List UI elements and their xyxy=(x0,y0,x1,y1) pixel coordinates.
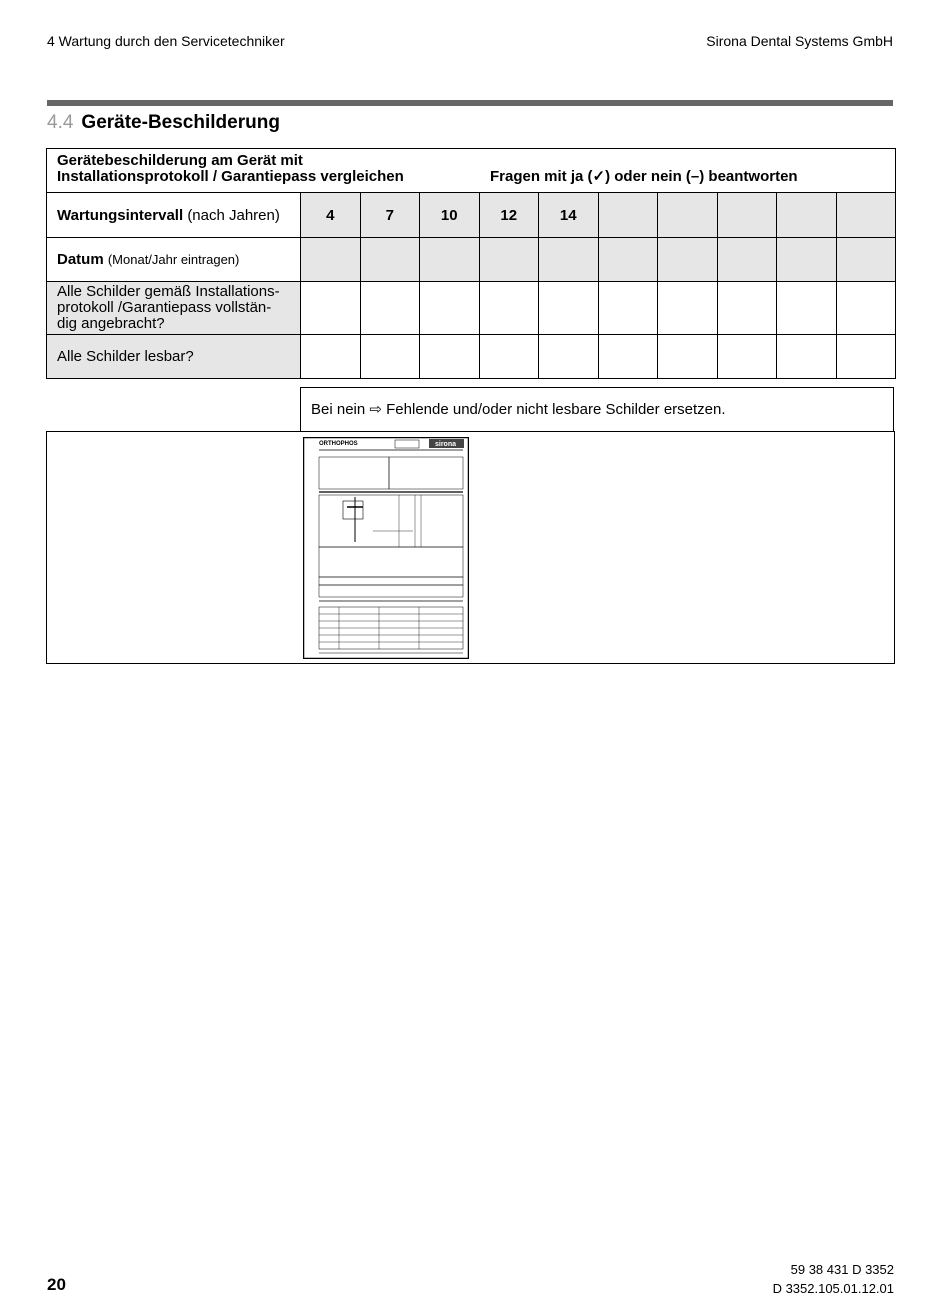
answer-cell[interactable] xyxy=(479,335,539,379)
interval-cell xyxy=(717,193,777,238)
labels-complete-question: Alle Schilder gemäß Installations-protokoll /Garantiepass vollstän-dig angebracht? xyxy=(47,282,301,335)
note-prefix: Bei nein xyxy=(311,401,366,418)
answer-cell[interactable] xyxy=(658,335,718,379)
date-label-cell xyxy=(47,238,301,282)
answer-cell[interactable] xyxy=(420,282,480,335)
interval-cell xyxy=(658,193,718,238)
chapter-header: 4 Wartung durch den Servicetechniker xyxy=(47,33,285,49)
date-input-cell[interactable] xyxy=(836,238,896,282)
date-input-cell[interactable] xyxy=(777,238,837,282)
form-brand-logo: sirona xyxy=(435,441,457,448)
answer-cell[interactable] xyxy=(717,282,777,335)
date-input-cell[interactable] xyxy=(598,238,658,282)
section-number: 4.4 xyxy=(47,112,74,133)
answer-cell[interactable] xyxy=(539,335,599,379)
date-input-cell[interactable] xyxy=(420,238,480,282)
labels-readable-question: Alle Schilder lesbar? xyxy=(47,335,301,379)
company-header: Sirona Dental Systems GmbH xyxy=(706,33,893,49)
labels-readable-row xyxy=(47,335,896,379)
section-rule xyxy=(47,100,893,106)
header-line1: Gerätebeschilderung am Gerät mit xyxy=(57,152,303,169)
date-input-cell[interactable] xyxy=(717,238,777,282)
interval-cell xyxy=(836,193,896,238)
date-input-cell[interactable] xyxy=(658,238,718,282)
answer-cell[interactable] xyxy=(598,282,658,335)
table-header-cell xyxy=(47,149,896,193)
labels-complete-row xyxy=(47,282,896,335)
interval-row xyxy=(47,193,896,238)
interval-cell xyxy=(777,193,837,238)
note-box xyxy=(300,387,894,431)
header-line2: Installationsprotokoll / Garantiepass vergleichen xyxy=(57,168,404,185)
answer-cell[interactable] xyxy=(301,335,361,379)
date-input-cell[interactable] xyxy=(539,238,599,282)
table-header-row xyxy=(47,149,896,193)
answer-cell[interactable] xyxy=(598,335,658,379)
answer-cell[interactable] xyxy=(777,282,837,335)
date-row xyxy=(47,238,896,282)
arrow-icon: ⇨ xyxy=(369,401,382,418)
answer-cell[interactable] xyxy=(658,282,718,335)
answer-cell[interactable] xyxy=(420,335,480,379)
interval-cell: 4 xyxy=(301,193,361,238)
interval-cell: 14 xyxy=(539,193,599,238)
answer-cell[interactable] xyxy=(539,282,599,335)
answer-cell[interactable] xyxy=(360,335,420,379)
document-number: 59 38 431 D 3352 xyxy=(790,1262,894,1277)
interval-suffix: (nach Jahren) xyxy=(187,206,280,224)
interval-label-cell xyxy=(47,193,301,238)
answer-cell[interactable] xyxy=(836,335,896,379)
section-title xyxy=(47,112,280,134)
interval-label: Wartungsintervall xyxy=(57,206,184,224)
note-text: Fehlende und/oder nicht lesbare Schilder ersetzen. xyxy=(386,401,726,418)
document-revision: D 3352.105.01.12.01 xyxy=(772,1281,894,1296)
date-input-cell[interactable] xyxy=(360,238,420,282)
answer-cell[interactable] xyxy=(836,282,896,335)
answer-cell[interactable] xyxy=(479,282,539,335)
date-input-cell[interactable] xyxy=(301,238,361,282)
interval-cell xyxy=(598,193,658,238)
installation-protocol-image xyxy=(303,437,469,659)
header-instructions: Fragen mit ja (✓) oder nein (–) beantworten xyxy=(490,168,798,185)
form-product-name: ORTHOPHOS xyxy=(319,441,358,447)
answer-cell[interactable] xyxy=(360,282,420,335)
answer-cell[interactable] xyxy=(301,282,361,335)
interval-cell: 12 xyxy=(479,193,539,238)
maintenance-table xyxy=(46,148,896,379)
answer-cell[interactable] xyxy=(717,335,777,379)
section-title-text: Geräte-Beschilderung xyxy=(81,112,280,133)
date-input-cell[interactable] xyxy=(479,238,539,282)
date-suffix: (Monat/Jahr eintragen) xyxy=(107,252,240,267)
answer-cell[interactable] xyxy=(777,335,837,379)
interval-cell: 7 xyxy=(360,193,420,238)
page-number: 20 xyxy=(47,1275,66,1294)
date-label: Datum xyxy=(57,251,104,268)
interval-cell: 10 xyxy=(420,193,480,238)
image-box xyxy=(46,431,895,664)
